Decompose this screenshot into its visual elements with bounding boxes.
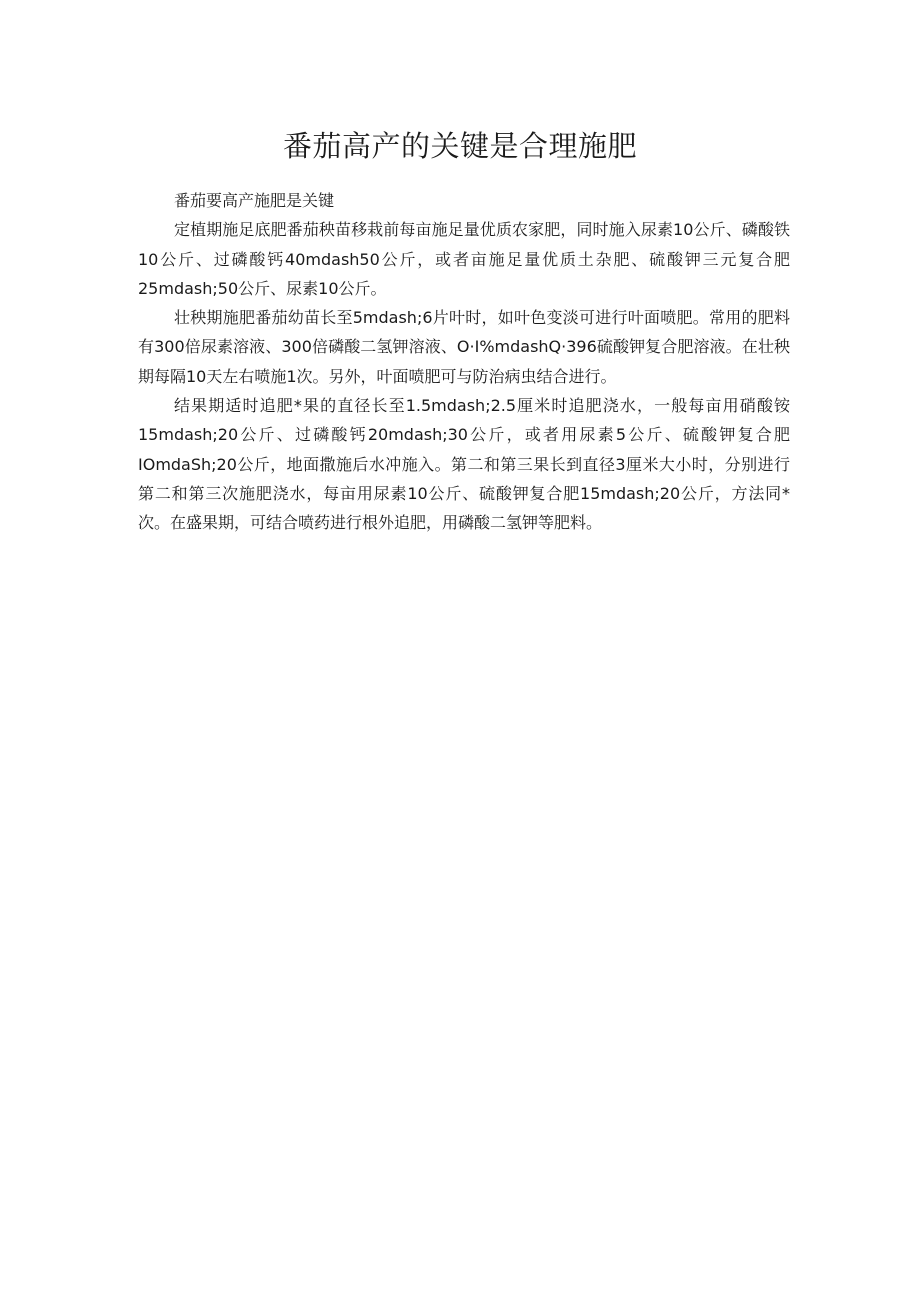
document-title: 番茄高产的关键是合理施肥 xyxy=(282,129,637,163)
paragraph-fruiting-stage: 结果期适时追肥*果的直径长至1.5mdash;2.5厘米时追肥浇水，一般每亩用硝酸铵15mdash;20公斤、过磷酸钙20mdash;30公斤，或者用尿素5公斤、硫酸钾复合肥IOmdaSh;20公斤，地面撒施后水冲施入。第二和第三果长到直径3厘米大小时，分别进行第二和第三次施肥浇水，每亩用尿素10公斤、硫酸钾复合肥15mdash;20公斤，方法同*次。在盛果期，可结合喷药进行根外追肥，用磷酸二氢钾等肥料。 xyxy=(138,396,790,533)
paragraph-seedling-stage: 壮秧期施肥番茄幼苗长至5mdash;6片叶时，如叶色变淡可进行叶面喷肥。常用的肥料有300倍尿素溶液、300倍磷酸二氢钾溶液、O·I%mdashQ·396硫酸钾复合肥溶液。在壮秧期每隔10天左右喷施1次。另外，叶面喷肥可与防治病虫结合进行。 xyxy=(138,308,790,386)
paragraph-planting-stage: 定植期施足底肥番茄秧苗移栽前每亩施足量优质农家肥，同时施入尿素10公斤、磷酸铁10公斤、过磷酸钙40mdash50公斤，或者亩施足量优质土杂肥、硫酸钾三元复合肥25mdash;50公斤、尿素10公斤。 xyxy=(138,220,790,298)
document-body xyxy=(138,186,790,538)
paragraph-subtitle: 番茄要高产施肥是关键 xyxy=(174,191,335,210)
